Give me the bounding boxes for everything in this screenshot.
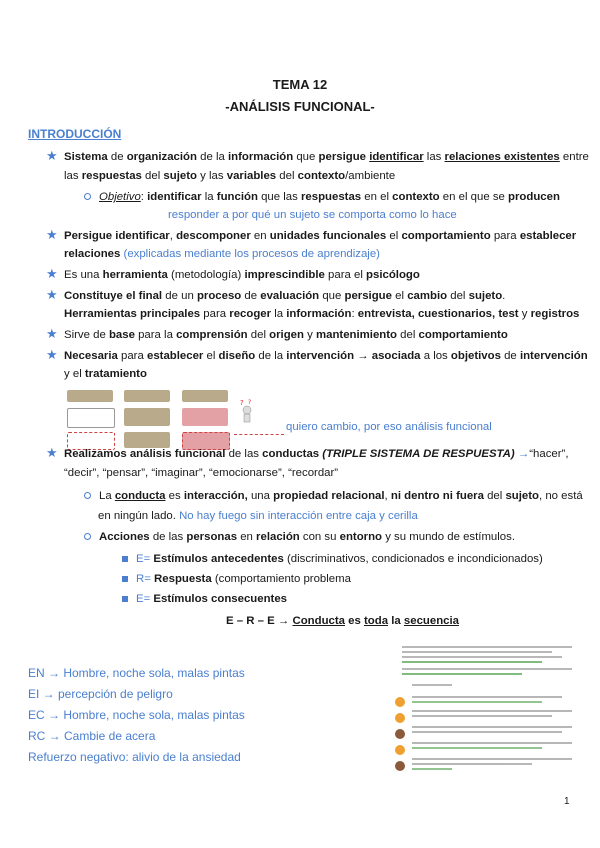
bullet-2-line-1: Persigue identificar, descomponer en unidades funcionales el comportamiento para establecer	[64, 230, 577, 242]
diagram-box	[182, 408, 228, 426]
stimulus-antecedent: E= Estímulos antecedentes (discriminativos, condicionados e incondicionados)	[122, 552, 543, 566]
page-title: TEMA 12	[272, 77, 328, 92]
section-heading: INTRODUCCIÓN	[28, 127, 122, 141]
process-diagram	[62, 388, 284, 450]
square-bullet-icon	[122, 596, 128, 602]
circle-bullet-icon	[84, 533, 91, 540]
bullet-1-line-1: Sistema de organización de la información que persigue identificar las relaciones existentes entre	[64, 151, 589, 163]
bullet-7-line-2: “decir”, “pensar”, “imaginar”, “emocionarse”, “recordar”	[64, 467, 339, 479]
diagram-box	[67, 408, 115, 428]
star-bullet-icon: ★	[46, 445, 58, 460]
diagram-box	[124, 432, 170, 448]
bullet-4-line-2: Herramientas principales para recoger la información: entrevista, cuestionarios, test y registros	[64, 308, 580, 320]
thinking-figure-icon	[238, 398, 256, 424]
bullet-2-line-2: relaciones (explicadas mediante los procesos de aprendizaje)	[64, 248, 380, 260]
svg-text:?: ?	[248, 399, 252, 406]
example-ec: EC → Hombre, noche sola, malas pintas	[28, 708, 245, 722]
square-bullet-icon	[122, 576, 128, 582]
page-number: 1	[564, 796, 570, 807]
diagram-box	[182, 390, 228, 402]
example-ei: EI → percepción de peligro	[28, 687, 173, 701]
page-subtitle: -ANÁLISIS FUNCIONAL-	[225, 99, 375, 114]
bullet-7-sub-1: La conducta es interacción, una propiedad relacional, ni dentro ni fuera del sujeto, no está	[84, 489, 583, 503]
bullet-7-sub-2: Acciones de las personas en relación con su entorno y su mundo de estímulos.	[84, 530, 515, 544]
circle-bullet-icon	[84, 492, 91, 499]
example-en: EN → Hombre, noche sola, malas pintas	[28, 666, 245, 680]
stimulus-consequent: E= Estímulos consecuentes	[122, 592, 287, 606]
bullet-5: Sirve de base para la comprensión del origen y mantenimiento del comportamiento	[64, 329, 508, 341]
notes-inset-image	[392, 644, 580, 776]
example-rc: RC → Cambie de acera	[28, 729, 156, 743]
diagram-box	[124, 390, 170, 402]
star-bullet-icon: ★	[46, 266, 58, 281]
diagram-box	[124, 408, 170, 426]
diagram-box	[67, 390, 113, 402]
star-bullet-icon: ★	[46, 148, 58, 163]
stimulus-response: R= Respuesta (comportamiento problema	[122, 572, 351, 586]
example-refuerzo: Refuerzo negativo: alivio de la ansiedad	[28, 750, 241, 764]
circle-bullet-icon	[84, 193, 91, 200]
square-bullet-icon	[122, 556, 128, 562]
bullet-4-line-1: Constituye el final de un proceso de evaluación que persigue el cambio del sujeto.	[64, 290, 506, 302]
diagram-caption: quiero cambio, por eso análisis funcional	[286, 421, 492, 433]
svg-text:?: ?	[240, 399, 244, 407]
formula: E – R – E → Conducta es toda la secuencia	[226, 615, 459, 627]
bullet-1-line-2: las respuestas del sujeto y las variables del contexto/ambiente	[64, 170, 396, 182]
bullet-6-line-2: y el tratamiento	[64, 368, 147, 380]
bullet-1-sub: Objetivo: identificar la función que las respuestas en el contexto en el que se producen	[84, 190, 560, 204]
star-bullet-icon: ★	[46, 347, 58, 362]
bullet-7-line-1: Realizamos análisis funcional de las conductas (TRIPLE SISTEMA DE RESPUESTA) →“hacer”,	[64, 448, 569, 460]
star-bullet-icon: ★	[46, 227, 58, 242]
bullet-6-line-1: Necesaria para establecer el diseño de la intervención → asociada a los objetivos de intervención	[64, 350, 588, 362]
bullet-7-sub-1-line-2: en ningún lado. No hay fuego sin interacción entre caja y cerilla	[98, 510, 418, 522]
star-bullet-icon: ★	[46, 287, 58, 302]
star-bullet-icon: ★	[46, 326, 58, 341]
bullet-1-sub-note: responder a por qué un sujeto se comporta como lo hace	[168, 209, 457, 221]
bullet-3: Es una herramienta (metodología) imprescindible para el psicólogo	[64, 269, 420, 281]
